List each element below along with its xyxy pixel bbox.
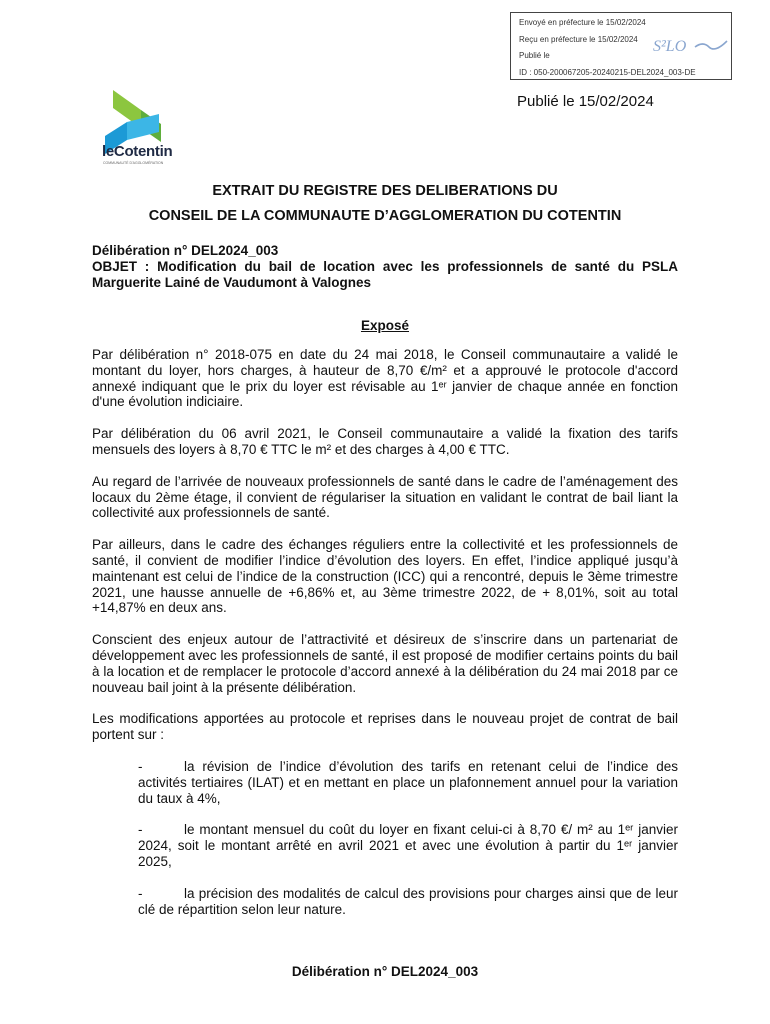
body-text	[92, 347, 678, 933]
stamp-id-line: ID : 050-200067205-20240215-DEL2024_003-DE	[519, 68, 696, 77]
list-item	[92, 759, 678, 806]
document-title-line1: EXTRAIT DU REGISTRE DES DELIBERATIONS DU	[212, 183, 558, 199]
logo-wordmark: leCotentin	[102, 143, 173, 160]
document-title-line2: CONSEIL DE LA COMMUNAUTE D’AGGLOMERATION DU COTENTIN	[148, 208, 622, 224]
list-item-text: la révision de l’indice d’évolution des tarifs en retenant celui de l’indice des activités tertiaires (ILAT) et en mettant en place un plafonnement annuel pour la variation du taux à 4%,	[138, 758, 678, 806]
paragraph: Les modifications apportées au protocole et reprises dans le nouveau projet de contrat de bail portent sur :	[92, 711, 678, 743]
paragraph: Par délibération n° 2018-075 en date du 24 mai 2018, le Conseil communautaire a validé le montant du loyer, hors charges, à hauteur de 8,70 €/m² et a approuvé le protocole d'accord annexé indiquant que le prix du loyer est révisable au 1ᵉʳ janvier de chaque année en fonction d'une évolution indiciaire.	[92, 347, 678, 410]
slo-logo-text: S²LO	[653, 38, 687, 55]
list-item-text: le montant mensuel du coût du loyer en fixant celui-ci à 8,70 €/ m² au 1ᵉʳ janvier 2024, soit le montant arrêté en avril 2021 et avec une évolution à partir du 1ᵉʳ janvier 2025,	[138, 822, 678, 869]
paragraph: Au regard de l’arrivée de nouveaux professionnels de santé dans le cadre de l’aménagement des locaux du 2ème étage, il convient de régulariser la situation en validant le contrat de bail liant la collectivité aux professionnels de santé.	[92, 473, 678, 521]
prefecture-stamp	[510, 12, 732, 80]
deliberation-objet: OBJET : Modification du bail de location avec les professionnels de santé du PSLA Marguerite Lainé de Vaudumont à Valognes	[92, 259, 678, 290]
slo-logo	[651, 35, 731, 57]
list-item	[92, 822, 678, 869]
deliberation-number: Délibération n° DEL2024_003	[92, 243, 279, 258]
bullet-dash: -	[138, 885, 143, 901]
bullet-dash: -	[138, 822, 143, 838]
list-item-text: la précision des modalités de calcul des provisions pour charges ainsi que de leur clé de répartition selon leur nature.	[138, 885, 678, 917]
stamp-sent-line: Envoyé en préfecture le 15/02/2024	[519, 18, 646, 27]
stamp-received-line: Reçu en préfecture le 15/02/2024	[519, 35, 638, 44]
stamp-published-line: Publié le	[519, 51, 550, 60]
page-footer: Délibération n° DEL2024_003	[291, 964, 479, 979]
section-title-expose: Exposé	[360, 318, 410, 333]
paragraph: Conscient des enjeux autour de l’attractivité et désireux de s’inscrire dans un partenariat de développement avec les professionnels de santé, il est proposé de modifier certains points du bail à la location et de remplacer le protocole d’accord annexé à la délibération du 24 mai 2018 par ce nouveau bail joint à la présente délibération.	[92, 632, 678, 695]
paragraph: Par délibération du 06 avril 2021, le Conseil communautaire a validé la fixation des tarifs mensuels des loyers à 8,70 € TTC le m² et des charges à 4,00 € TTC.	[92, 426, 678, 457]
list-item	[92, 886, 678, 918]
published-date: Publié le 15/02/2024	[517, 93, 654, 110]
modifications-list	[92, 759, 678, 917]
paragraph: Par ailleurs, dans le cadre des échanges réguliers entre la collectivité et les professionnels de santé, il convient de modifier l’indice d’évolution des loyers. En effet, l’indice appliqué jusqu’à maintenant est celui de l’indice de la construction (ICC) qui a rencontré, depuis le 3ème trimestre 2021, une hausse annuelle de +6,86% et, au 3ème trimestre 2022, de + 8,01%, soit au total +14,87% en deux ans.	[92, 537, 678, 616]
logo-tagline: COMMUNAUTÉ D'AGGLOMÉRATION	[103, 161, 164, 165]
deliberation-header	[92, 243, 678, 291]
bullet-dash: -	[138, 758, 143, 774]
